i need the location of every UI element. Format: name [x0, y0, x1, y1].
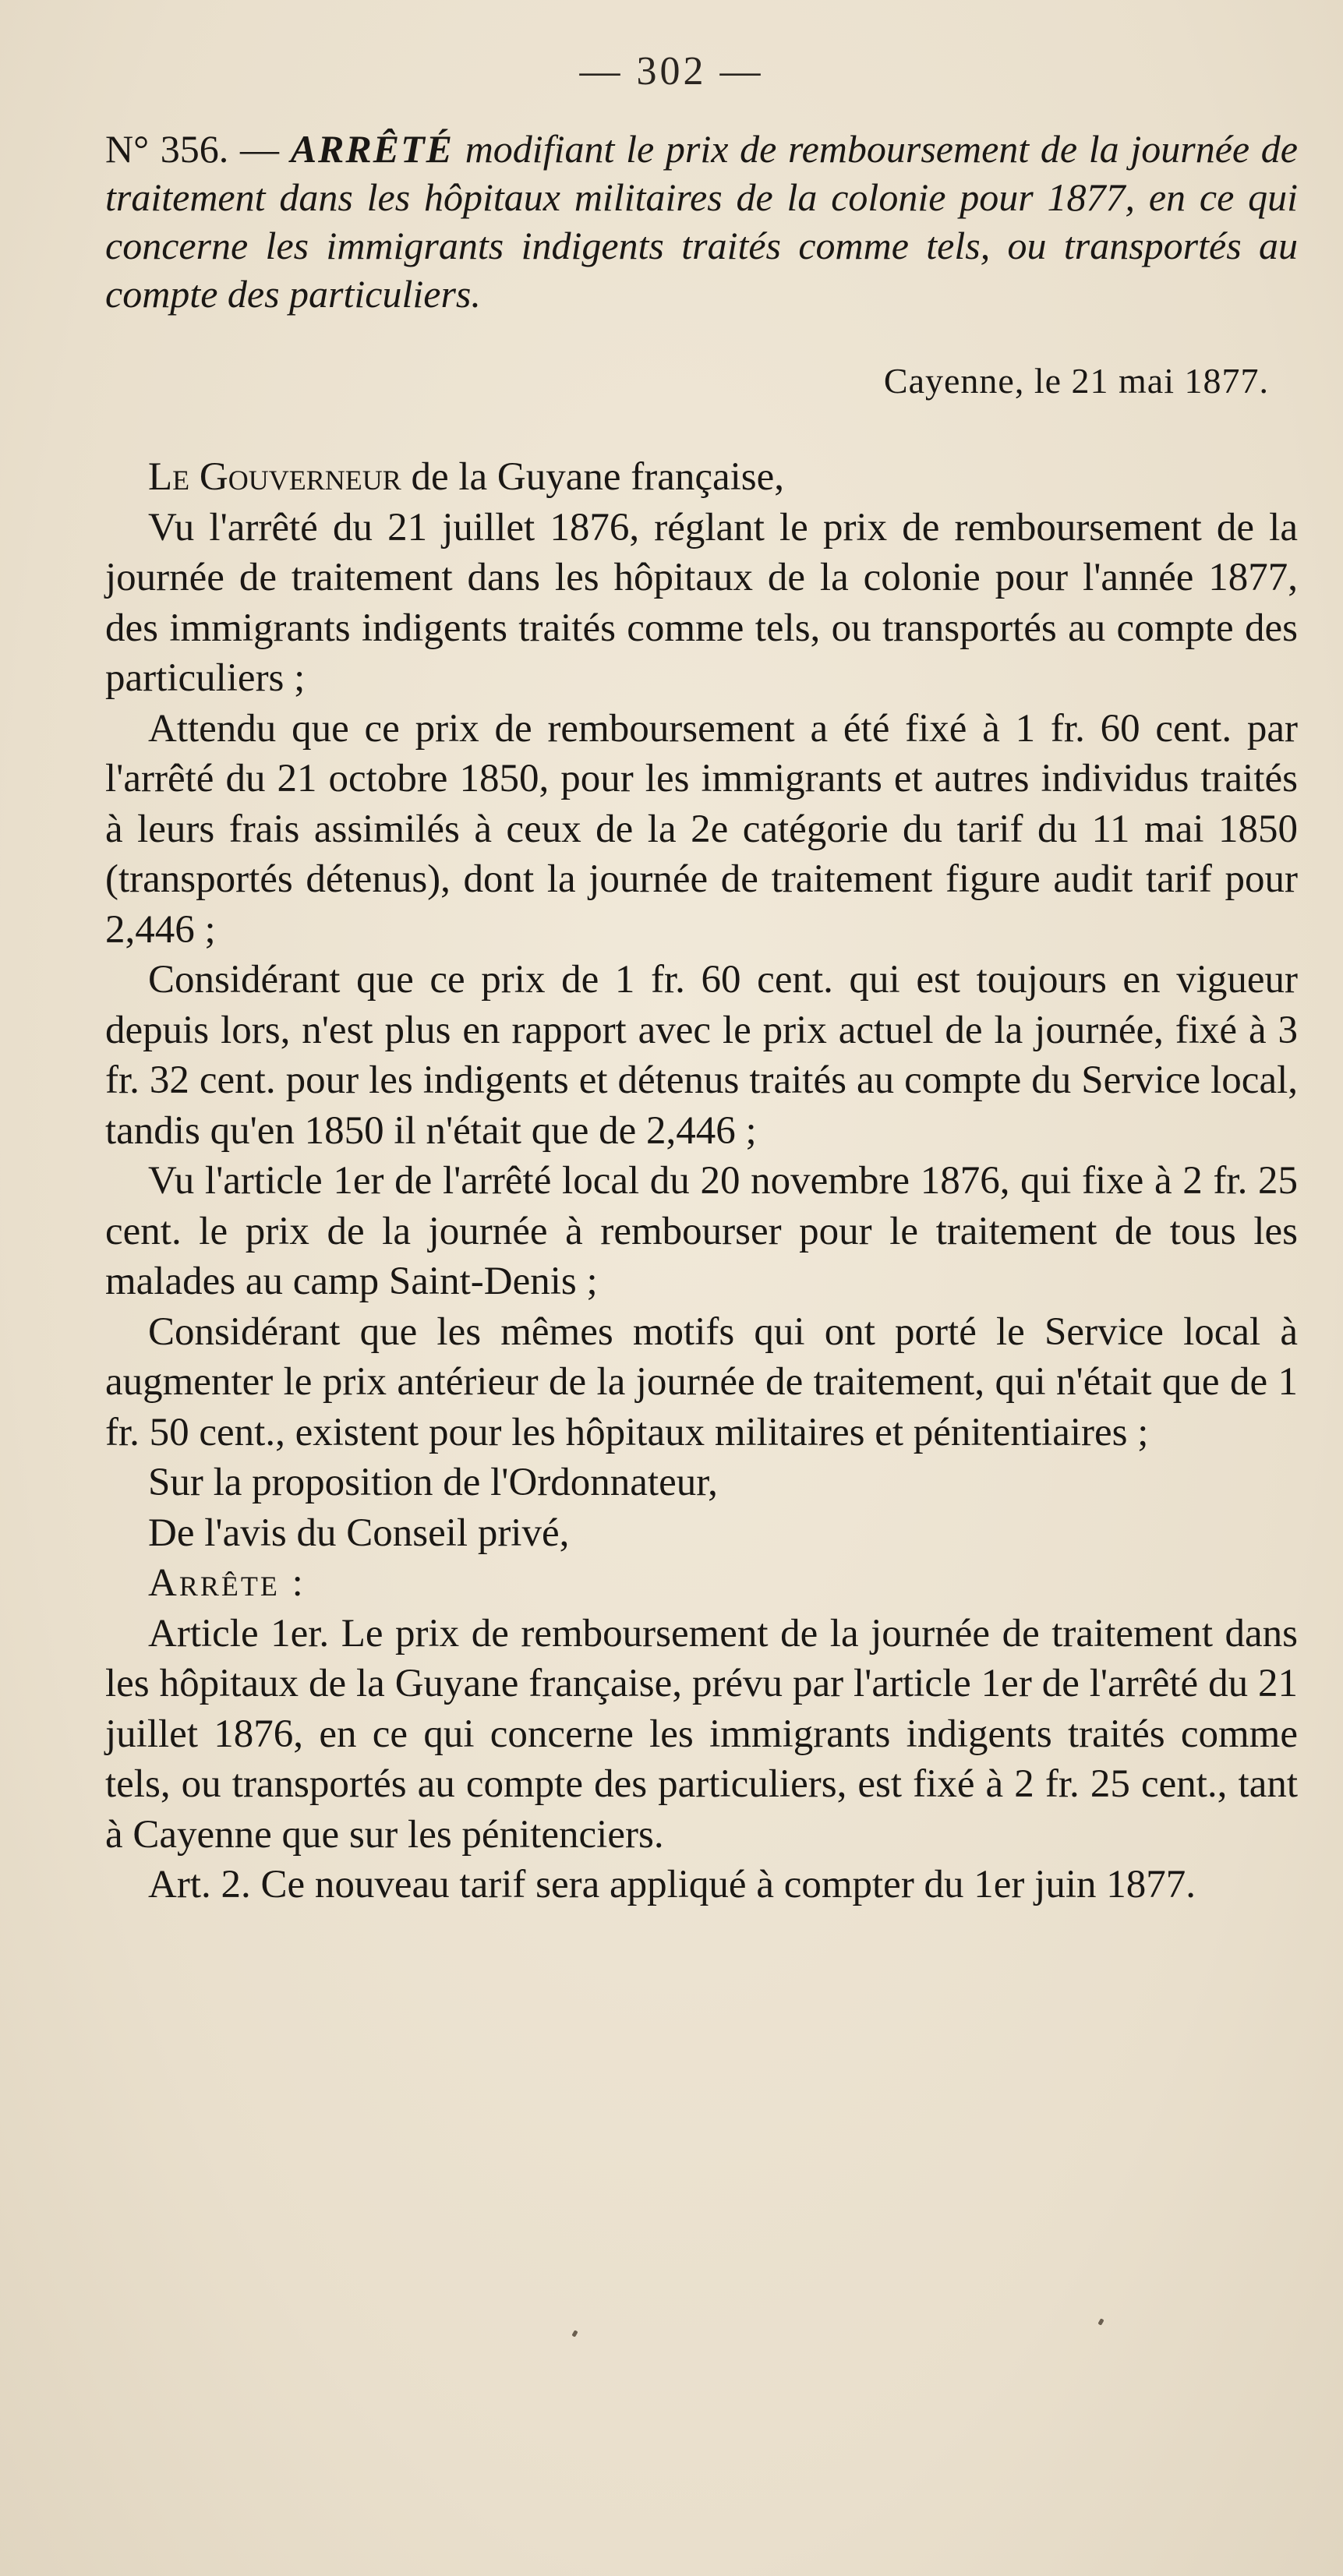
governor-line [105, 452, 1298, 503]
governor-title: Le Gouverneur [148, 455, 401, 499]
paragraph-attendu: Attendu que ce prix de remboursement a été fixé à 1 fr. 60 cent. par l'arrêté du 21 octobre 1850, pour les immigrants et autres individus traités à leurs frais assimilés à ceux de la 2e catégorie du tarif du 11 mai 1850 (transportés détenus), dont la journée de traitement figure audit tarif pour 2,446 ; [105, 706, 1298, 952]
paragraph-avis: De l'avis du Conseil privé, [148, 1511, 570, 1555]
decree-title-block [105, 125, 1298, 318]
decree-title-word: ARRÊTÉ [290, 127, 454, 171]
paper-speck [1097, 2318, 1104, 2325]
paragraph-vu-article: Vu l'article 1er de l'arrêté local du 20 novembre 1876, qui fixe à 2 fr. 25 cent. le prix de la journée à rembourser pour le traitement de tous les malades au camp Saint-Denis ; [105, 1159, 1298, 1303]
paragraph-proposition: Sur la proposition de l'Ordonnateur, [148, 1461, 718, 1504]
paragraph-vu-arrete: Vu l'arrêté du 21 juillet 1876, réglant le prix de remboursement de la journée de traitement dans les hôpitaux de la colonie pour l'année 1877, des immigrants indigents traités comme tels, ou transportés au compte des particuliers ; [105, 505, 1298, 700]
paragraph-considerant-motifs: Considérant que les mêmes motifs qui ont porté le Service local à augmenter le prix antérieur de la journée de traitement, qui n'était que de 1 fr. 50 cent., existent pour les hôpitaux militaires et pénitentiaires ; [105, 1309, 1298, 1454]
paper-speck [571, 2330, 578, 2337]
decree-number: N° 356. — [105, 127, 279, 171]
article-2: Art. 2. Ce nouveau tarif sera appliqué à compter du 1er juin 1877. [148, 1863, 1196, 1906]
page-number: — 302 — [579, 49, 764, 94]
article-1: Article 1er. Le prix de remboursement de la journée de traitement dans les hôpitaux de la Guyane française, prévu par l'article 1er de l'arrêté du 21 juillet 1876, en ce qui concerne les immigrants indigents traités comme tels, ou transportés au compte des particuliers, est fixé à 2 fr. 25 cent., tant à Cayenne que sur les pénitenciers. [105, 1611, 1298, 1857]
decree-title-text: modifiant le prix de remboursement de la journée de traitement dans les hôpitaux militaires de la colonie pour 1877, en ce qui concerne les immigrants indigents traités comme tels, ou transportés au compte des particuliers. [105, 127, 1298, 316]
governor-rest: de la Guyane française, [401, 455, 785, 499]
decree-body [105, 452, 1298, 1910]
arrete-heading: Arrête : [148, 1561, 306, 1605]
dateline: Cayenne, le 21 mai 1877. [883, 361, 1269, 401]
paragraph-considerant-prix: Considérant que ce prix de 1 fr. 60 cent. qui est toujours en vigueur depuis lors, n'est plus en rapport avec le prix actuel de la journée, fixé à 3 fr. 32 cent. pour les indigents et détenus traités au compte du Service local, tandis qu'en 1850 il n'était que de 2,446 ; [105, 958, 1298, 1153]
